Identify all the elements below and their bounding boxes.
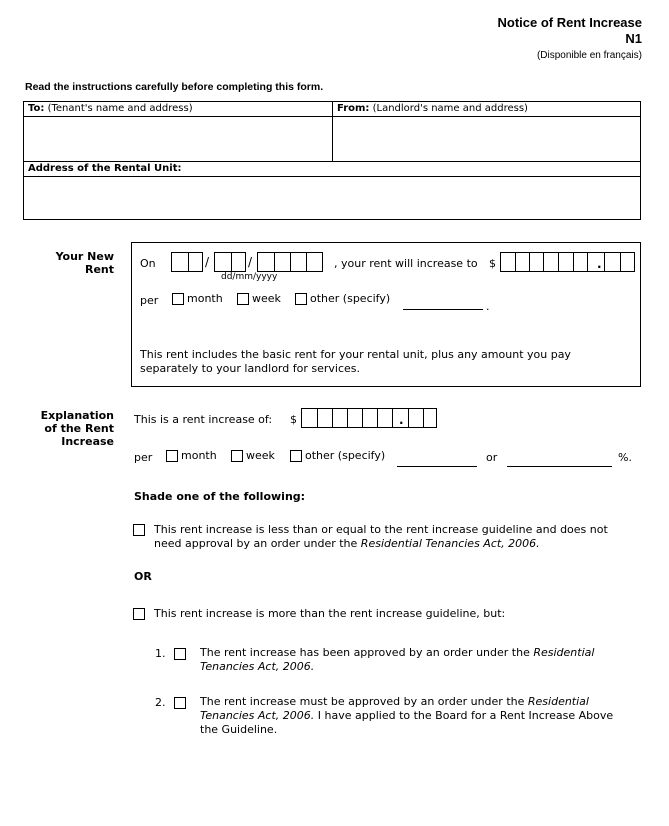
explanation-label: Explanation of the Rent Increase — [40, 409, 114, 448]
new-rent-other-specify-field[interactable] — [403, 309, 483, 310]
per-label: per — [134, 451, 153, 464]
or-separator: OR — [134, 570, 152, 583]
form-code: N1 — [625, 31, 642, 46]
or-label: or — [486, 451, 498, 464]
new-rent-note: This rent includes the basic rent for your rental unit, plus any amount you pay separately to your landlord for services. — [140, 348, 571, 375]
percent-label: %. — [618, 451, 632, 464]
increase-month-checkbox[interactable] — [166, 450, 178, 462]
option-b-text: This rent increase is more than the rent increase guideline, but: — [154, 607, 506, 620]
landlord-name-address-field[interactable] — [333, 117, 640, 160]
new-rent-week-checkbox[interactable] — [237, 293, 249, 305]
instructions: Read the instructions carefully before completing this form. — [25, 81, 324, 93]
parties-table — [23, 101, 641, 220]
increase-other-specify-field[interactable] — [397, 466, 477, 467]
month-label: month — [181, 449, 217, 462]
date-separator: / — [248, 255, 253, 269]
sub-option-2-text: The rent increase must be approved by an order under the Residential Tenancies Act, 2006. I have applied to the Board for a Rent Increase Above the Guideline. — [200, 695, 614, 736]
sub-option-1-checkbox[interactable] — [174, 648, 186, 660]
increase-of-label: This is a rent increase of: — [134, 413, 273, 426]
date-month-field[interactable] — [214, 252, 246, 272]
sub-option-2-checkbox[interactable] — [174, 697, 186, 709]
french-availability-note: (Disponible en français) — [536, 50, 642, 61]
date-format-hint: dd/mm/yyyy — [221, 272, 278, 282]
date-day-field[interactable] — [171, 252, 203, 272]
month-label: month — [187, 292, 223, 305]
shade-instruction: Shade one of the following: — [134, 490, 306, 503]
week-label: week — [246, 449, 275, 462]
dollar-sign: $ — [290, 413, 297, 426]
form-title: Notice of Rent Increase — [497, 15, 642, 30]
option-a-text: This rent increase is less than or equal to the rent increase guideline and does not need approval by an order under the Residential Tenancies Act, 2006. — [154, 523, 608, 550]
sub-option-2-number: 2. — [155, 696, 166, 709]
increase-amount-field[interactable] — [301, 408, 437, 428]
on-label: On — [140, 257, 156, 270]
other-specify-label: other (specify) — [305, 449, 386, 462]
sub-option-1-text: The rent increase has been approved by an order under the Residential Tenancies Act, 2006. — [200, 646, 595, 673]
new-rent-month-checkbox[interactable] — [172, 293, 184, 305]
sub-option-1-number: 1. — [155, 647, 166, 660]
period-mark: . — [486, 300, 490, 313]
option-b-checkbox[interactable] — [133, 608, 145, 620]
to-header: To: (Tenant's name and address) — [28, 103, 193, 114]
increase-percent-field[interactable] — [507, 466, 612, 467]
dollar-sign: $ — [489, 257, 496, 270]
increase-other-checkbox[interactable] — [290, 450, 302, 462]
decimal-point: . — [597, 257, 602, 271]
date-separator: / — [205, 255, 210, 269]
tenant-name-address-field[interactable] — [25, 117, 331, 160]
rental-unit-address-field[interactable] — [25, 177, 640, 219]
date-year-field[interactable] — [257, 252, 323, 272]
from-header: From: (Landlord's name and address) — [337, 103, 528, 114]
address-header: Address of the Rental Unit: — [28, 163, 182, 174]
rent-increase-text: , your rent will increase to — [334, 257, 478, 270]
option-a-checkbox[interactable] — [133, 524, 145, 536]
other-specify-label: other (specify) — [310, 292, 391, 305]
decimal-point: . — [399, 413, 404, 427]
week-label: week — [252, 292, 281, 305]
per-label: per — [140, 294, 159, 307]
increase-week-checkbox[interactable] — [231, 450, 243, 462]
new-rent-other-checkbox[interactable] — [295, 293, 307, 305]
your-new-rent-label: Your New Rent — [55, 250, 114, 276]
new-rent-amount-field[interactable] — [500, 252, 635, 272]
